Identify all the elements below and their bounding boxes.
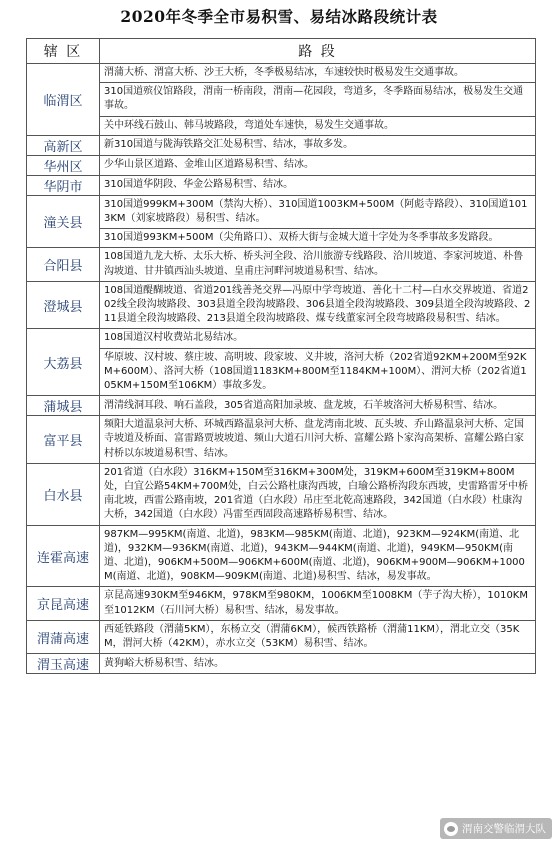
- district-cell: 临渭区: [27, 64, 100, 136]
- table-body: [27, 64, 536, 674]
- table-row: [27, 525, 536, 587]
- table-row: [27, 281, 536, 329]
- road-section-cell: 108国道九龙大桥、太乐大桥、桥头河全段、洽川旅游专线路段、洽川坡道、李家河坡道、朴鲁沟坡道、甘井镇西汕头坡道、皇甫庄河畔河坡道易积雪、结冰。: [100, 248, 536, 281]
- road-section-cell: 310国道993KM+500M（尖角路口）、双桥大街与金城大道十字处为冬季事故多发路段。: [100, 229, 536, 248]
- wechat-icon: [444, 822, 458, 836]
- table-row: [27, 463, 536, 525]
- district-cell: 潼关县: [27, 195, 100, 248]
- road-section-cell: 华原坡、汉村坡、蔡庄坡、高明坡、段家坡、义井坡，洛河大桥（202省道92KM+200M至92KM+600M）、洛河大桥（108国道1183KM+800M至1184KM+100M）、渭河大桥（202省道105KM+150M至106KM）事故多发。: [100, 348, 536, 396]
- road-section-cell: 310国道殡仪馆路段，渭南一桥南段，渭南—花园段，弯道多，冬季路面易结冰，极易发生交通事故。: [100, 83, 536, 116]
- table-row: [27, 175, 536, 195]
- watermark-text: 渭南交警临渭大队: [462, 823, 546, 835]
- table-row: [27, 195, 536, 228]
- district-cell: 大荔县: [27, 329, 100, 396]
- district-cell: 白水县: [27, 463, 100, 525]
- table-header-row: [27, 39, 536, 64]
- district-cell: 京昆高速: [27, 587, 100, 620]
- district-cell: 渭玉高速: [27, 654, 100, 674]
- district-column-header: 辖 区: [27, 39, 100, 64]
- road-section-cell: 关中环线石鼓山、韩马坡路段，弯道处车速快，易发生交通事故。: [100, 116, 536, 135]
- road-section-cell: 新310国道与陇海铁路交汇处易积雪、结冰，事故多发。: [100, 135, 536, 155]
- road-section-cell: 渭清线洞耳段、响石盖段，305省道高阳加录坡、盘龙坡，石羊坡洛河大桥易积雪、结冰。: [100, 396, 536, 416]
- road-section-cell: 201省道（白水段）316KM+150M至316KM+300M处，319KM+600M至319KM+800M处，白宜公路54KM+700M处，白云公路杜康沟西坡，白瑜公路桥沟段东西坡，史雷路雷牙中桥南北坡，西雷公路南坡，201省道（白水段）吊庄至北乾高速路段，342国道（白水段）杜康沟大桥，342国道（白水段）冯雷至西固段高速路桥易积雪、结冰。: [100, 463, 536, 525]
- road-section-cell: 108国道醍醐坡道、省道201线善尧交界—冯原中学弯坡道、善化十二村—白水交界坡道、省道202线全段沟坡路段、303县道全段沟坡路段、306县道全段沟坡路段、309县道全段沟坡路段、211县道全段沟坡路段、213县道全段沟坡路段、煤专线董家河全段弯坡路段易积雪、结冰。: [100, 281, 536, 329]
- road-section-cell: 310国道999KM+300M（禁沟大桥）、310国道1003KM+500M（阿彪寺路段）、310国道1013KM（刘家坡路段）易积雪、结冰。: [100, 195, 536, 228]
- table-row: [27, 83, 536, 116]
- page-title: 2020年冬季全市易积雪、易结冰路段统计表: [120, 7, 438, 26]
- road-section-cell: 西延铁路段（渭蒲5KM），东杨立交（渭蒲6KM），候西铁路桥（渭蒲11KM），渭北立交（35KM，渭河大桥（42KM），赤水立交（53KM）易积雪、结冰。: [100, 620, 536, 653]
- table-row: [27, 348, 536, 396]
- district-cell: 华阴市: [27, 175, 100, 195]
- district-cell: 澄城县: [27, 281, 100, 329]
- road-column-header: 路 段: [100, 39, 536, 64]
- district-cell: 渭蒲高速: [27, 620, 100, 653]
- road-section-cell: 108国道汉村收费站北易结冰。: [100, 329, 536, 348]
- table-row: [27, 64, 536, 83]
- district-cell: 蒲城县: [27, 396, 100, 416]
- road-section-cell: 频阳大道温泉河大桥、环城西路温泉河大桥、盘龙湾南北坡、瓦头坡、乔山路温泉河大桥、定国寺坡道及桥面、富雷路贾坡坡道、频山大道石川河大桥、富耀公路卜家沟高架桥、富耀公路白家村桥以东坡道易积雪、结冰。: [100, 416, 536, 464]
- district-cell: 高新区: [27, 135, 100, 155]
- road-section-cell: 310国道华阴段、华金公路易积雪、结冰。: [100, 175, 536, 195]
- table-row: [27, 329, 536, 348]
- district-cell: 连霍高速: [27, 525, 100, 587]
- road-section-cell: 黄狗峪大桥易积雪、结冰。: [100, 654, 536, 674]
- district-cell: 富平县: [27, 416, 100, 464]
- road-section-cell: 少华山景区道路、金堆山区道路易积雪、结冰。: [100, 155, 536, 175]
- table-row: [27, 135, 536, 155]
- road-statistics-table: [26, 38, 536, 674]
- table-row: [27, 416, 536, 464]
- district-cell: 华州区: [27, 155, 100, 175]
- table-row: [27, 587, 536, 620]
- table-row: [27, 116, 536, 135]
- table-row: [27, 620, 536, 653]
- table-row: [27, 248, 536, 281]
- district-cell: 合阳县: [27, 248, 100, 281]
- road-section-cell: 987KM—995KM(南道、北道)，983KM—985KM(南道、北道)，923KM—924KM(南道、北道)，932KM—936KM(南道、北道)，943KM—944KM(南道、北道)，949KM—950KM(南道、北道)，906KM+500M—906KM+600M(南道、北道)，906KM+900M—906KM+1000M(南道、北道)，908KM—909KM(南道、北道)易积雪、结冰，易发事故。: [100, 525, 536, 587]
- table-row: [27, 396, 536, 416]
- table-row: [27, 229, 536, 248]
- road-section-cell: 京昆高速930KM至946KM，978KM至980KM，1006KM至1008KM（芋子沟大桥），1010KM至1012KM（石川河大桥）易积雪、结冰，易发事故。: [100, 587, 536, 620]
- road-section-cell: 渭蒲大桥、渭富大桥、沙王大桥，冬季极易结冰，车速较快时极易发生交通事故。: [100, 64, 536, 83]
- account-watermark: [440, 818, 552, 839]
- table-row: [27, 155, 536, 175]
- table-row: [27, 654, 536, 674]
